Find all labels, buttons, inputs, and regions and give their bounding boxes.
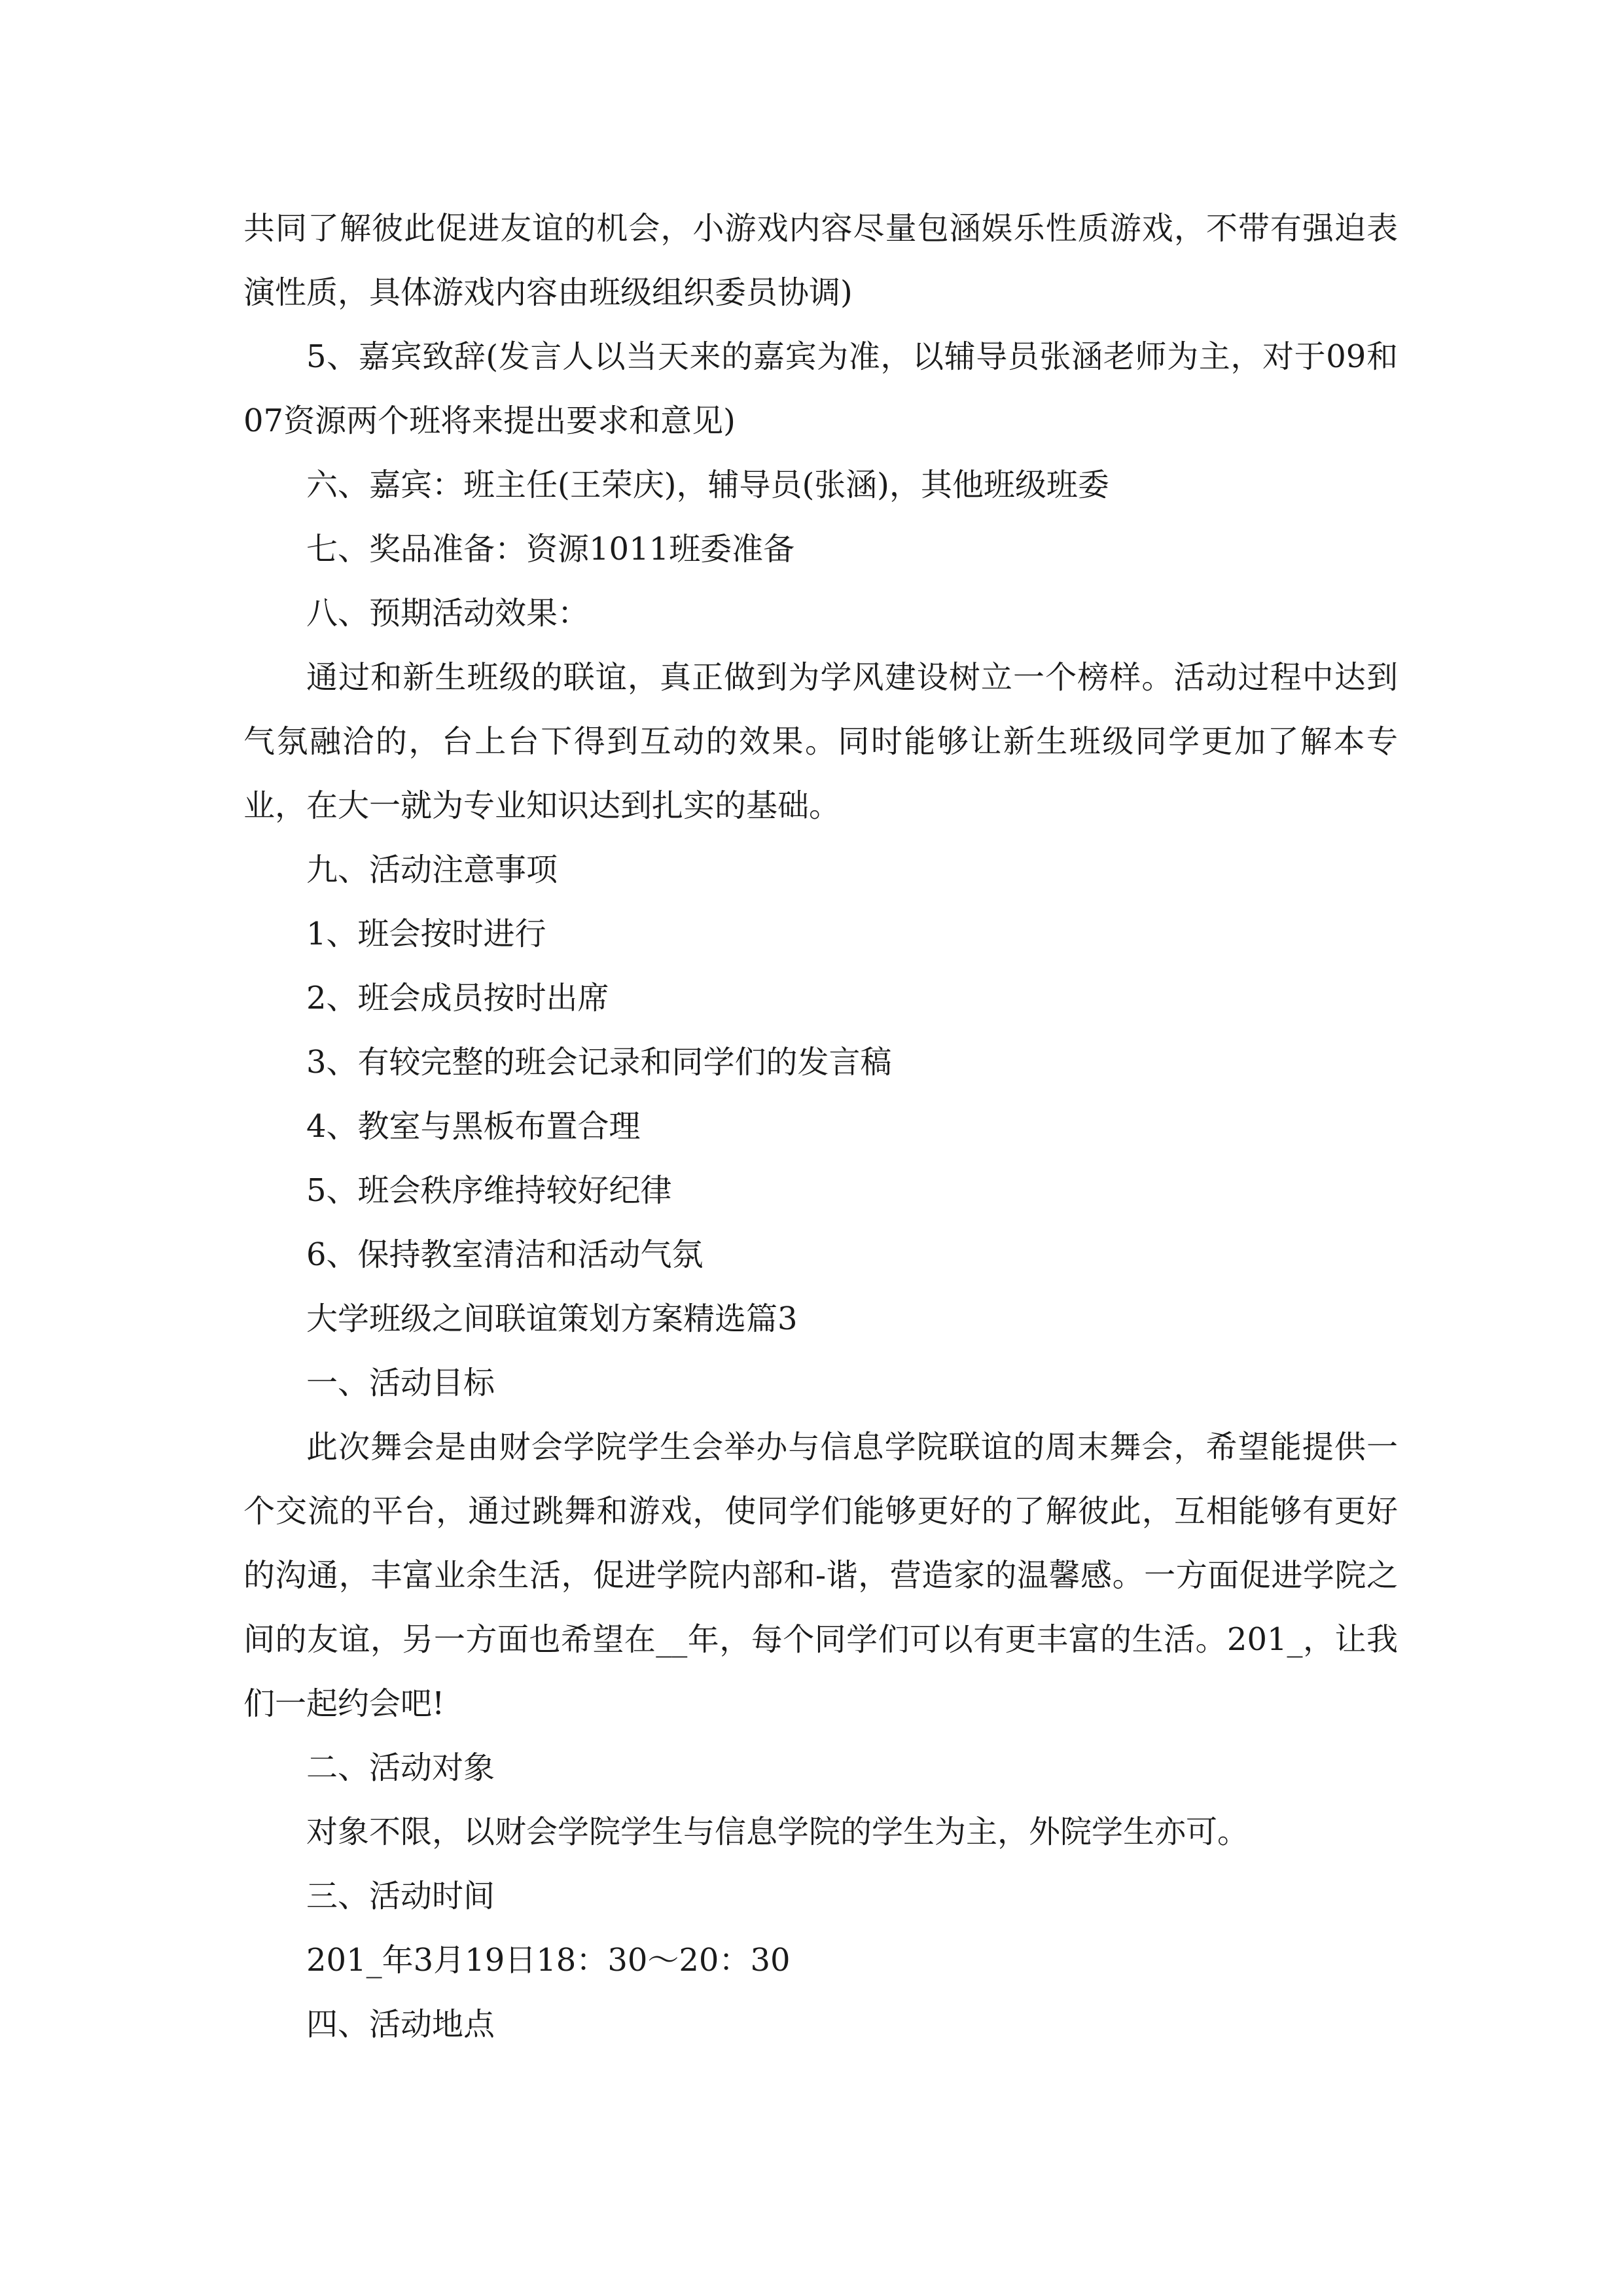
paragraph-activity-time: 201_年3月19日18：30～20：30	[306, 1942, 791, 1979]
heading-activity-location: 四、活动地点	[306, 2006, 495, 2043]
list-item: 3、有较完整的班会记录和同学们的发言稿	[306, 1044, 892, 1081]
heading-activity-target: 二、活动对象	[306, 1749, 495, 1786]
list-item: 2、班会成员按时出席	[306, 980, 609, 1016]
document-body	[243, 196, 1398, 2056]
list-item: 1、班会按时进行	[306, 916, 546, 952]
heading-activity-goal: 一、活动目标	[306, 1365, 495, 1401]
heading-notes: 九、活动注意事项	[306, 852, 558, 888]
list-item: 4、教室与黑板布置合理	[306, 1108, 641, 1145]
heading-expected-effect: 八、预期活动效果：	[306, 595, 590, 632]
paragraph-activity-goal: 此次舞会是由财会学院学生会举办与信息学院联谊的周末舞会，希望能提供一个交流的平台，通过跳舞和游戏，使同学们能够更好的了解彼此，互相能够有更好的沟通，丰富业余生活，促进学院内部和-谐，营造家的温馨感。一方面促进学院之间的友谊，另一方面也希望在__年，每个同学们可以有更丰富的生活。201_，让我们一起约会吧!	[243, 1429, 1398, 1722]
paragraph-expected-effect: 通过和新生班级的联谊，真正做到为学风建设树立一个榜样。活动过程中达到气氛融洽的，台上台下得到互动的效果。同时能够让新生班级同学更加了解本专业，在大一就为专业知识达到扎实的基础。	[243, 659, 1398, 824]
heading-activity-time: 三、活动时间	[306, 1878, 495, 1914]
paragraph-activity-target: 对象不限，以财会学院学生与信息学院的学生为主，外院学生亦可。	[306, 1814, 1249, 1850]
heading-prizes: 七、奖品准备：资源1011班委准备	[306, 531, 795, 567]
list-item: 5、班会秩序维持较好纪律	[306, 1172, 672, 1209]
paragraph-guest-speech: 5、嘉宾致辞(发言人以当天来的嘉宾为准，以辅导员张涵老师为主，对于09和07资源两个班将来提出要求和意见)	[243, 338, 1398, 439]
heading-guests: 六、嘉宾：班主任(王荣庆)，辅导员(张涵)，其他班级班委	[306, 467, 1109, 503]
list-item: 6、保持教室清洁和活动气氛	[306, 1236, 704, 1273]
section-title: 大学班级之间联谊策划方案精选篇3	[306, 1300, 798, 1337]
paragraph-games-continuation: 共同了解彼此促进友谊的机会，小游戏内容尽量包涵娱乐性质游戏，不带有强迫表演性质，具体游戏内容由班级组织委员协调)	[243, 210, 1398, 311]
